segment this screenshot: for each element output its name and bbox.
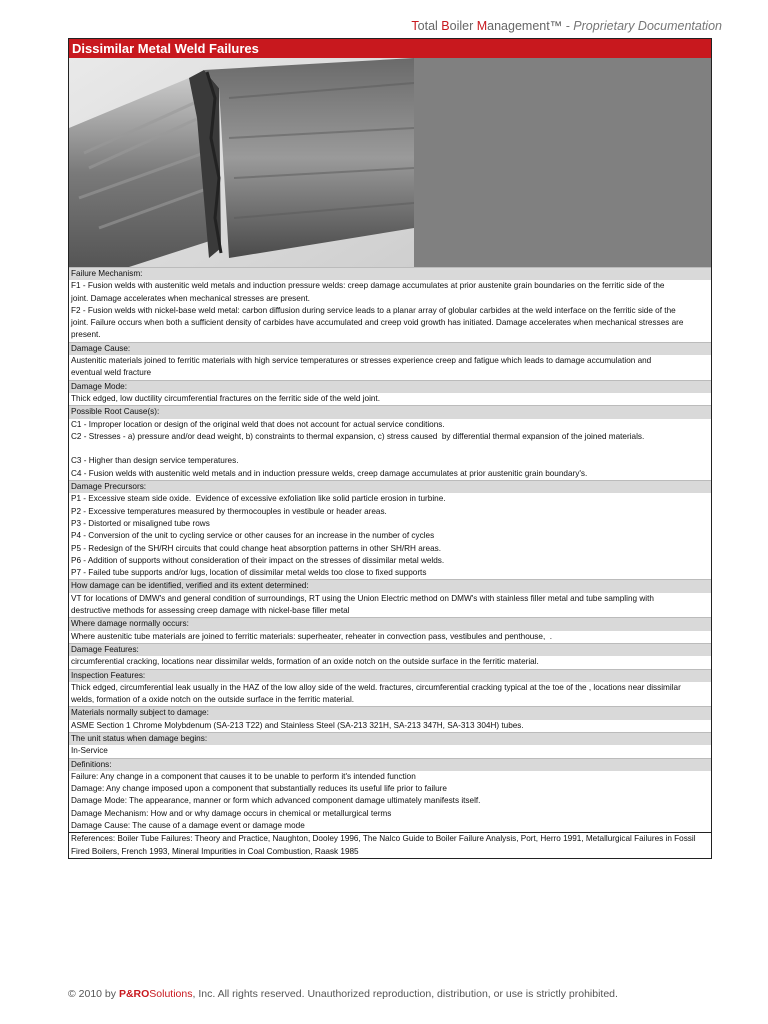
section-header: The unit status when damage begins: (69, 732, 711, 745)
section-line: In-Service (69, 745, 711, 757)
header-brand: Total Boiler Management™ - Proprietary Documentation (411, 19, 722, 33)
section-line: ASME Section 1 Chrome Molybdenum (SA-213 T22) and Stainless Steel (SA-213 321H, SA-213 347H, SA-313 304H) tubes. (69, 720, 711, 732)
section-header: Damage Mode: (69, 380, 711, 393)
section-line: Austenitic materials joined to ferritic materials with high service temperatures or stresses experience creep and fatigue which leads to damage accumulation and (69, 355, 711, 367)
section-line: P5 - Redesign of the SH/RH circuits that could change heat absorption patterns in other SH/RH areas. (69, 543, 711, 555)
sections-container (69, 267, 711, 832)
section-line: Thick edged, low ductility circumferential fractures on the ferritic side of the weld joint. (69, 393, 711, 405)
section-line: P6 - Addition of supports without consideration of their impact on the stresses of dissimilar metal welds. (69, 555, 711, 567)
section-header: Failure Mechanism: (69, 267, 711, 280)
section-line: VT for locations of DMW's and general condition of surroundings, RT using the Union Electric method on DMW's with stainless filler metal and tube sampling with (69, 593, 711, 605)
section-header: Damage Precursors: (69, 480, 711, 493)
photo-row (69, 58, 711, 267)
section-line: Damage: Any change imposed upon a component that substantially reduces its useful life prior to failure (69, 783, 711, 795)
section-header: Damage Cause: (69, 342, 711, 355)
gray-panel (414, 58, 711, 267)
section-line: Failure: Any change in a component that causes it to be unable to perform it's intended function (69, 771, 711, 783)
section-line (69, 443, 711, 455)
section-line: P2 - Excessive temperatures measured by thermocouples in vestibule or header areas. (69, 506, 711, 518)
section-line: Damage Cause: The cause of a damage event or damage mode (69, 820, 711, 832)
section-line: F1 - Fusion welds with austenitic weld metals and induction pressure welds: creep damage accumulates at prior austenite grain boundaries on the ferritic side of the (69, 280, 711, 292)
weld-failure-photo (69, 58, 414, 267)
section-line: joint. Failure occurs when both a sufficient density of carbides have accumulated and creep void growth has initiated. Damage accelerates when mechanical stresses are (69, 317, 711, 329)
section-header: Inspection Features: (69, 669, 711, 682)
section-header: Damage Features: (69, 643, 711, 656)
section-line: joint. Damage accelerates when mechanical stresses are present. (69, 293, 711, 305)
references-line: References: Boiler Tube Failures: Theory and Practice, Naughton, Dooley 1996, The Nalco Guide to Boiler Failure Analysis, Port, Herro 1991, Metallurgical Failures in Fossil (71, 834, 696, 844)
section-line: destructive methods for assessing creep damage with nickel-base filler metal (69, 605, 711, 617)
section-line: circumferential cracking, locations near dissimilar welds, formation of an oxide notch on the outside surface in the ferritic material. (69, 656, 711, 668)
references-block (69, 832, 711, 858)
section-line: P7 - Failed tube supports and/or lugs, location of dissimilar metal welds too close to fixed supports (69, 567, 711, 579)
section-line: C2 - Stresses - a) pressure and/or dead weight, b) constraints to thermal expansion, c) stress caused by differential thermal expansion of the joined materials. (69, 431, 711, 443)
section-line: F2 - Fusion welds with nickel-base weld metal: carbon diffusion during service leads to a planar array of globular carbides at the weld interface on the ferritic side of the (69, 305, 711, 317)
section-line: C3 - Higher than design service temperatures. (69, 455, 711, 467)
section-header: Where damage normally occurs: (69, 617, 711, 630)
section-line: P4 - Conversion of the unit to cycling service or other causes for an increase in the number of cycles (69, 530, 711, 542)
section-line: P1 - Excessive steam side oxide. Evidence of excessive exfoliation like solid particle erosion in turbine. (69, 493, 711, 505)
document-title: Dissimilar Metal Weld Failures (69, 39, 711, 58)
section-line: P3 - Distorted or misaligned tube rows (69, 518, 711, 530)
section-line: Where austenitic tube materials are joined to ferritic materials: superheater, reheater in convection pass, vestibules and penthouse, . (69, 631, 711, 643)
section-line: present. (69, 329, 711, 341)
footer-copyright: © 2010 by P&ROSolutions, Inc. All rights reserved. Unauthorized reproduction, distribution, or use is strictly prohibited. (68, 988, 618, 1000)
section-line: Damage Mode: The appearance, manner or form which advanced component damage ultimately manifests itself. (69, 795, 711, 807)
section-line: Damage Mechanism: How and or why damage occurs in chemical or metallurgical terms (69, 808, 711, 820)
document-sheet (68, 38, 712, 859)
section-line: Thick edged, circumferential leak usually in the HAZ of the low alloy side of the weld. fractures, circumferential cracking typical at the toe of the , locations near dissimilar (69, 682, 711, 694)
section-line: C1 - Improper location or design of the original weld that does not account for actual service conditions. (69, 419, 711, 431)
section-line: welds, formation of a oxide notch on the outside surface in the ferritic material. (69, 694, 711, 706)
references-line: Fired Boilers, French 1993, Mineral Impurities in Coal Combustion, Raask 1985 (71, 846, 359, 856)
section-header: Materials normally subject to damage: (69, 706, 711, 719)
section-header: How damage can be identified, verified and its extent determined: (69, 579, 711, 592)
section-header: Possible Root Cause(s): (69, 405, 711, 418)
section-line: C4 - Fusion welds with austenitic weld metals and in induction pressure welds, creep damage accumulates at prior austenitic grain boundary's. (69, 468, 711, 480)
section-line: eventual weld fracture (69, 367, 711, 379)
section-header: Definitions: (69, 758, 711, 771)
